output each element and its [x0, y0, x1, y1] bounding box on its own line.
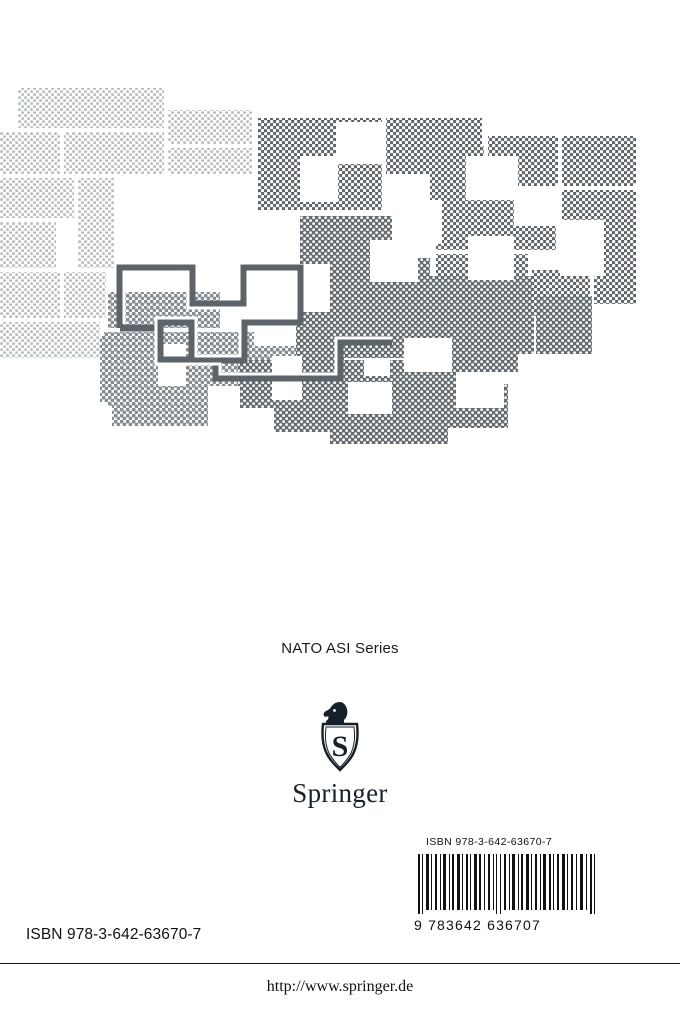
ean-13-barcode-icon [414, 852, 600, 916]
cover-artwork [0, 60, 680, 460]
barcode-block [414, 836, 600, 933]
barcode-digits: 9 783642 636707 [414, 917, 541, 933]
maze-pattern-graphic [0, 60, 680, 460]
isbn-text: ISBN 978-3-642-63670-7 [26, 926, 202, 943]
series-title: NATO ASI Series [281, 640, 399, 657]
publisher-name: Springer [292, 778, 388, 808]
publisher-url: http://www.springer.de [266, 978, 414, 995]
barcode-isbn-label: ISBN 978-3-642-63670-7 [426, 836, 553, 848]
svg-text:S: S [331, 730, 349, 763]
bottom-divider [0, 963, 680, 964]
publisher-logo-block [0, 700, 680, 809]
springer-knight-logo-icon [310, 700, 370, 774]
